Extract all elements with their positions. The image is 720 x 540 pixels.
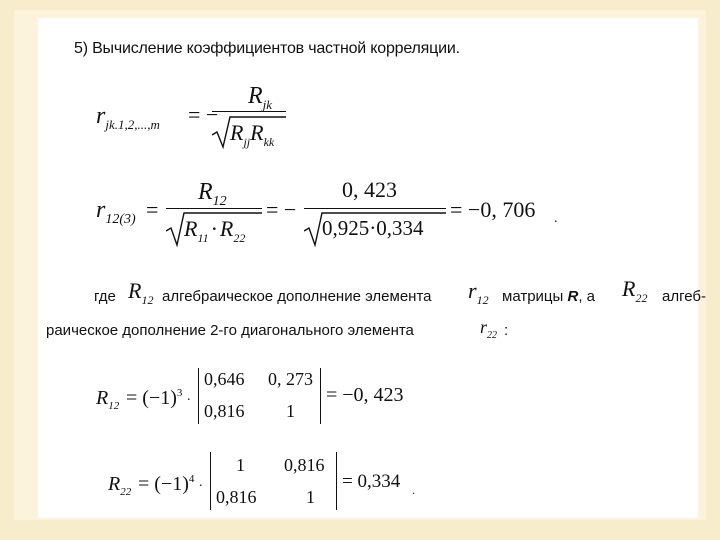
den-part2: R: [219, 216, 234, 241]
explanation-matrix-word: [502, 288, 595, 305]
explanation-R22: [622, 276, 648, 305]
det12-lhs-symbol: R: [96, 387, 109, 409]
det22-result: = 0,334: [342, 471, 401, 492]
numerator-subscript: jk: [262, 97, 273, 112]
general-denominator: [230, 120, 275, 149]
det12-lhs: [96, 387, 120, 412]
det22-trailing-dot: .: [412, 483, 415, 497]
det22-sign: [138, 474, 203, 494]
det12-left-bar: [198, 368, 199, 424]
det12-a11: 0,646: [204, 369, 245, 389]
numeric-equals: =: [146, 197, 159, 222]
explanation-r22: [480, 317, 498, 341]
det12-a22: 1: [286, 401, 295, 421]
general-fraction-bar: [212, 111, 286, 112]
explanation-colon: :: [504, 322, 509, 339]
numeric-lhs-symbol: r: [96, 197, 106, 223]
det22-left-bar: [210, 452, 211, 510]
den-part1-sub: 11: [197, 231, 209, 245]
den-r2-sub: kk: [263, 135, 275, 149]
det22-lhs-symbol: R: [108, 473, 121, 495]
general-equals-minus: = −: [188, 102, 219, 127]
numeric-lhs-subscript: 12(3): [105, 212, 136, 227]
document-page: [38, 18, 706, 518]
section-heading: 5) Вычисление коэффициентов частной корреляции.: [74, 40, 460, 57]
det12-sign: [126, 388, 191, 408]
numeric-trailing-dot: .: [554, 211, 558, 226]
den-dot: ·: [210, 216, 218, 241]
numeric-fraction-bar-1: [166, 208, 262, 209]
lhs-symbol: r: [96, 103, 106, 129]
det22-a21: 0,816: [216, 487, 257, 507]
det12-right-bar: [320, 368, 321, 424]
general-lhs: [96, 103, 160, 132]
explanation-line1-end: алгеб-: [662, 288, 706, 305]
explanation-line2: раическое дополнение 2-го диагонального элемента: [46, 322, 414, 339]
det22-power: 4: [188, 473, 195, 486]
det22-a12: 0,816: [284, 455, 325, 475]
explanation-R12: [128, 278, 154, 307]
R12-sub: 12: [141, 293, 154, 307]
det22-a11: 1: [236, 455, 245, 475]
general-numerator: [248, 83, 273, 112]
R22-sub: 22: [635, 291, 648, 305]
numeric-equals-minus: = −: [266, 197, 297, 222]
R12-symbol: R: [128, 278, 142, 303]
det22-lhs-sub: 22: [120, 486, 132, 498]
r12-sub: 12: [476, 293, 489, 307]
det22-dot: ·: [198, 479, 204, 494]
numeric-num-value: 0, 423: [342, 177, 397, 202]
den-r2: R: [250, 120, 264, 145]
R22-symbol: R: [622, 276, 636, 301]
numeric-numerator-symbol: [198, 179, 227, 209]
det22-right-bar: [336, 452, 337, 510]
det12-result: = −0, 423: [326, 384, 404, 406]
explanation-where: где: [94, 288, 116, 305]
matrix-letter: R: [567, 288, 579, 305]
matrix-word: матрицы: [502, 288, 564, 305]
and-word: , а: [578, 288, 595, 305]
den-part2-sub: 22: [233, 231, 246, 245]
det12-dot: ·: [186, 393, 192, 408]
slide-background: [14, 10, 706, 520]
det12-eq-sign: = (−1): [126, 387, 177, 409]
explanation-mid: алгебраическое дополнение элемента: [162, 288, 432, 305]
det12-a21: 0,816: [204, 401, 245, 421]
numerator-symbol: R: [248, 83, 263, 109]
r22-sub: 22: [487, 330, 498, 341]
num-symbol: R: [198, 179, 213, 205]
num-subscript: 12: [212, 194, 227, 209]
numeric-den-value: 0,925·0,334: [322, 216, 424, 240]
den-r1: R: [230, 120, 244, 145]
numeric-fraction-bar-2: [304, 208, 446, 209]
det22-a22: 1: [306, 487, 315, 507]
den-r1-sub: jj: [243, 135, 251, 149]
den-part1: R: [184, 216, 198, 241]
det22-lhs: [108, 473, 132, 498]
numeric-result: = −0, 706: [450, 197, 536, 222]
r12-symbol: r: [468, 278, 477, 303]
lhs-subscript: jk.1,2,...,m: [105, 117, 160, 132]
numeric-denominator-1: [184, 216, 246, 245]
det12-lhs-sub: 12: [108, 400, 120, 412]
det22-eq-sign: = (−1): [138, 473, 189, 495]
det12-power: 3: [176, 387, 183, 400]
det12-a12: 0, 273: [268, 369, 313, 389]
r22-symbol: r: [480, 317, 488, 337]
explanation-r12: [468, 278, 489, 307]
numeric-lhs: [96, 197, 136, 227]
